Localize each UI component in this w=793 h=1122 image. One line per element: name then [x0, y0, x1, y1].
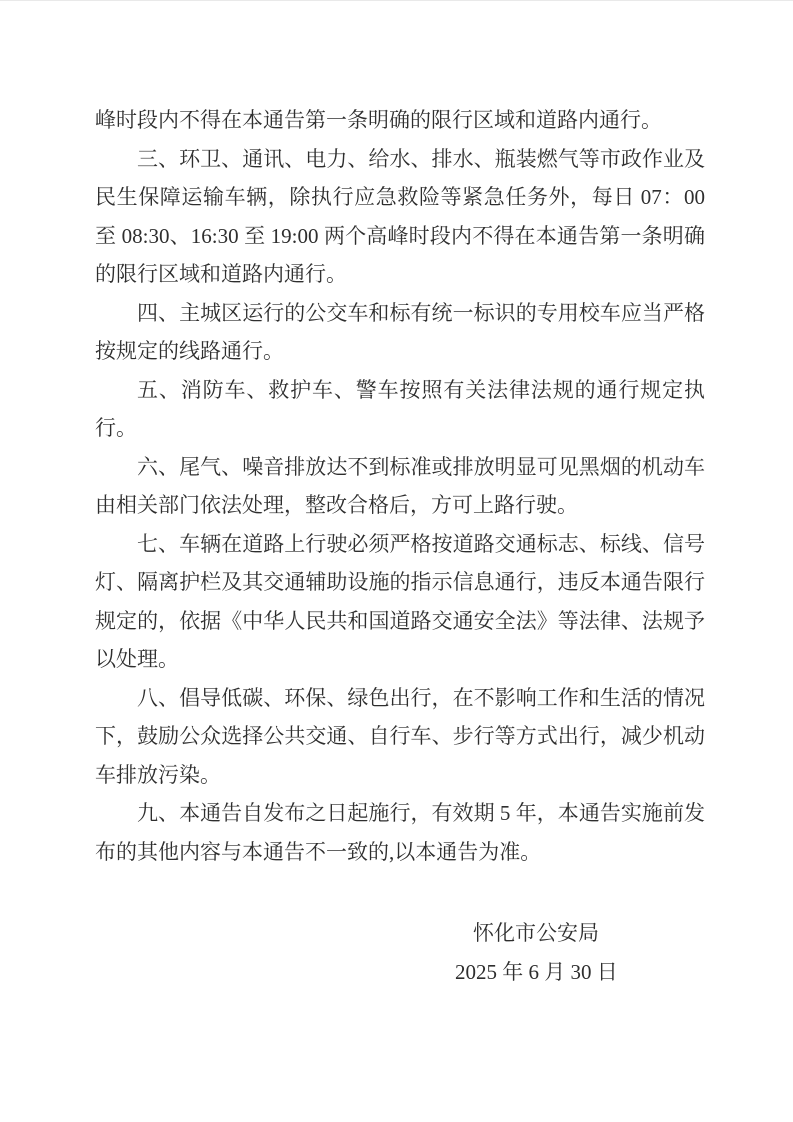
- clause-9: 九、本通告自发布之日起施行，有效期 5 年，本通告实施前发布的其他内容与本通告不一致的,以本通告为准。: [95, 801, 705, 864]
- paragraph-continuation: 峰时段内不得在本通告第一条明确的限行区域和道路内通行。: [95, 108, 662, 132]
- clause-4: 四、主城区运行的公交车和标有统一标识的专用校车应当严格按规定的线路通行。: [95, 300, 705, 363]
- clause-5: 五、消防车、救护车、警车按照有关法律法规的通行规定执行。: [95, 377, 705, 440]
- clause-6: 六、尾气、噪音排放达不到标准或排放明显可见黑烟的机动车由相关部门依法处理，整改合格后，方可上路行驶。: [95, 454, 705, 517]
- clause-3: 三、环卫、通讯、电力、给水、排水、瓶装燃气等市政作业及民生保障运输车辆，除执行应急救险等紧急任务外，每日 07：00 至 08:30、16:30 至 19:00 两个高峰时段内不得在本通告第一条明确的限行区域和道路内通行。: [95, 146, 705, 286]
- clause-7: 七、车辆在道路上行驶必须严格按道路交通标志、标线、信号灯、隔离护栏及其交通辅助设施的指示信息通行，违反本通告限行规定的，依据《中华人民共和国道路交通安全法》等法律、法规予以处理。: [95, 531, 705, 671]
- clause-8: 八、倡导低碳、环保、绿色出行，在不影响工作和生活的情况下，鼓励公众选择公共交通、自行车、步行等方式出行，减少机动车排放污染。: [95, 685, 705, 787]
- document-body: [95, 101, 705, 871]
- issue-date: 2025 年 6 月 30 日: [455, 959, 618, 984]
- signature-block: [455, 914, 617, 991]
- issuer-name: 怀化市公安局: [473, 921, 599, 945]
